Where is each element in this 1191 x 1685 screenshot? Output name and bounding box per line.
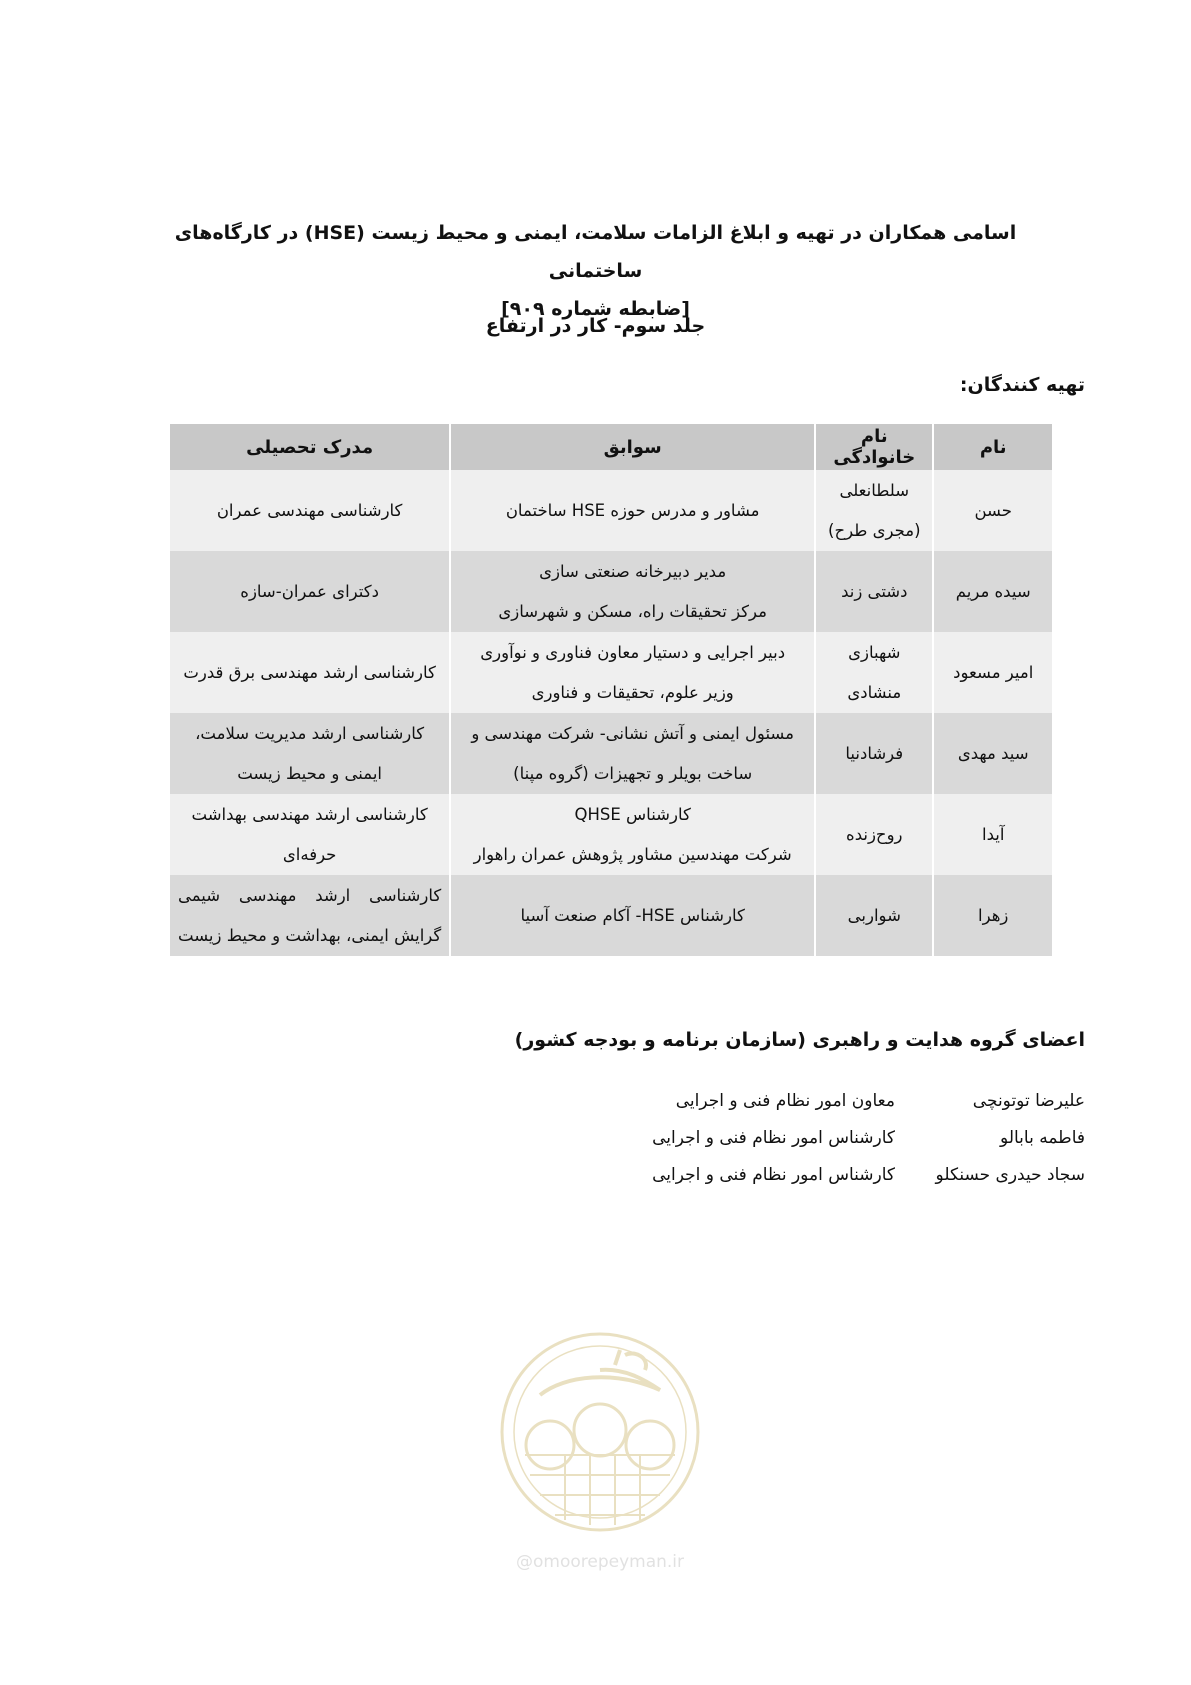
cell-line: کارشناسی مهندسی عمران (216, 500, 403, 520)
cell-line: ساخت بویلر و تجهیزات (گروه مپنا) (513, 763, 753, 783)
table-row (169, 794, 1052, 875)
cell-degree (169, 713, 450, 794)
member-name: سجاد حیدری حسنکلو (935, 1165, 1085, 1185)
cell-degree (169, 632, 450, 713)
committee-list (652, 1083, 1085, 1194)
cell-name: امیر مسعود (933, 632, 1052, 713)
column-header-name: نام (933, 424, 1052, 470)
cell-line: سلطانعلی (839, 480, 910, 500)
table-body (169, 470, 1052, 956)
cell-line: دشتی زند (841, 581, 908, 601)
contributors-table (168, 424, 1052, 956)
cell-experience (450, 470, 815, 551)
cell-line: وزیر علوم، تحقیقات و فناوری (531, 682, 734, 702)
column-header-experience: سوابق (450, 424, 815, 470)
cell-line: مسئول ایمنی و آتش نشانی- شرکت مهندسی و (471, 723, 794, 743)
cell-degree (169, 470, 450, 551)
cell-name: سیده مریم (933, 551, 1052, 632)
cell-family (815, 713, 933, 794)
table-row (169, 551, 1052, 632)
cell-degree (169, 794, 450, 875)
cell-experience (450, 794, 815, 875)
watermark-url: @omoorepeyman.ir (515, 1552, 685, 1572)
cell-degree (169, 875, 450, 956)
member-role: کارشناس امور نظام فنی و اجرایی (652, 1128, 895, 1148)
cell-name: حسن (933, 470, 1052, 551)
preparers-heading: تهیه کنندگان: (959, 374, 1085, 396)
cell-line: کارشناسی ارشد مهندسی شیمی (178, 885, 442, 905)
member-role: معاون امور نظام فنی و اجرایی (675, 1091, 895, 1111)
table-header-row (169, 424, 1052, 470)
title-line-1: اسامی همکاران در تهیه و ابلاغ الزامات سلامت، ایمنی و محیط زیست (HSE) در کارگاه‌های ساختمانی (174, 222, 1017, 282)
table-row (169, 632, 1052, 713)
cell-experience (450, 632, 815, 713)
table-row (169, 713, 1052, 794)
member-role: کارشناس امور نظام فنی و اجرایی (652, 1165, 895, 1185)
cell-name: آیدا (933, 794, 1052, 875)
committee-member (652, 1083, 1085, 1120)
cell-line: کارشناس QHSE (574, 804, 691, 824)
cell-family (815, 632, 933, 713)
cell-line: مدیر دبیرخانه صنعتی سازی (539, 561, 727, 581)
cell-experience (450, 551, 815, 632)
member-name: فاطمه بابالو (1000, 1128, 1085, 1148)
cell-line: دکترای عمران-سازه (240, 581, 379, 601)
committee-member (652, 1157, 1085, 1194)
watermark-logo-icon (485, 1320, 715, 1550)
cell-line: ایمنی و محیط زیست (237, 763, 382, 783)
cell-name: سید مهدی (933, 713, 1052, 794)
cell-line: کارشناسی ارشد مدیریت سلامت، (195, 723, 425, 743)
cell-line: گرایش ایمنی، بهداشت و محیط زیست (178, 925, 442, 945)
table-row (169, 470, 1052, 551)
cell-line: منشادی (847, 682, 902, 702)
cell-line: روح‌زنده (846, 824, 903, 844)
cell-line: شرکت مهندسین مشاور پژوهش عمران راهوار (473, 844, 792, 864)
cell-experience (450, 875, 815, 956)
cell-line: (مجری طرح) (828, 520, 921, 540)
volume-heading: جلد سوم- کار در ارتفاع (485, 315, 706, 337)
column-header-family: نام خانوادگی (815, 424, 933, 470)
cell-line: کارشناس HSE- آکام صنعت آسیا (520, 905, 745, 925)
cell-experience (450, 713, 815, 794)
cell-family (815, 551, 933, 632)
cell-line: شهبازی (848, 642, 901, 662)
cell-degree (169, 551, 450, 632)
cell-name: زهرا (933, 875, 1052, 956)
cell-line: مشاور و مدرس حوزه HSE ساختمان (505, 500, 760, 520)
cell-line: کارشناسی ارشد مهندسی بهداشت (191, 804, 428, 824)
document-title (170, 214, 1021, 328)
table-row (169, 875, 1052, 956)
cell-line: شواربی (847, 905, 901, 925)
cell-line: مرکز تحقیقات راه، مسکن و شهرسازی (498, 601, 767, 621)
cell-family (815, 875, 933, 956)
watermark (485, 1320, 715, 1580)
cell-line: دبیر اجرایی و دستیار معاون فناوری و نوآوری (480, 642, 786, 662)
cell-line: کارشناسی ارشد مهندسی برق قدرت (183, 662, 436, 682)
title-line-2: [ضابطه شماره ۹۰۹] (501, 298, 690, 320)
committee-heading: اعضای گروه هدایت و راهبری (سازمان برنامه و بودجه کشور) (514, 1029, 1085, 1051)
column-header-degree: مدرک تحصیلی (169, 424, 450, 470)
cell-line: فرشادنیا (845, 743, 904, 763)
cell-family (815, 794, 933, 875)
cell-line: حرفه‌ای (282, 844, 337, 864)
member-name: علیرضا توتونچی (972, 1091, 1085, 1111)
cell-family (815, 470, 933, 551)
committee-member (652, 1120, 1085, 1157)
